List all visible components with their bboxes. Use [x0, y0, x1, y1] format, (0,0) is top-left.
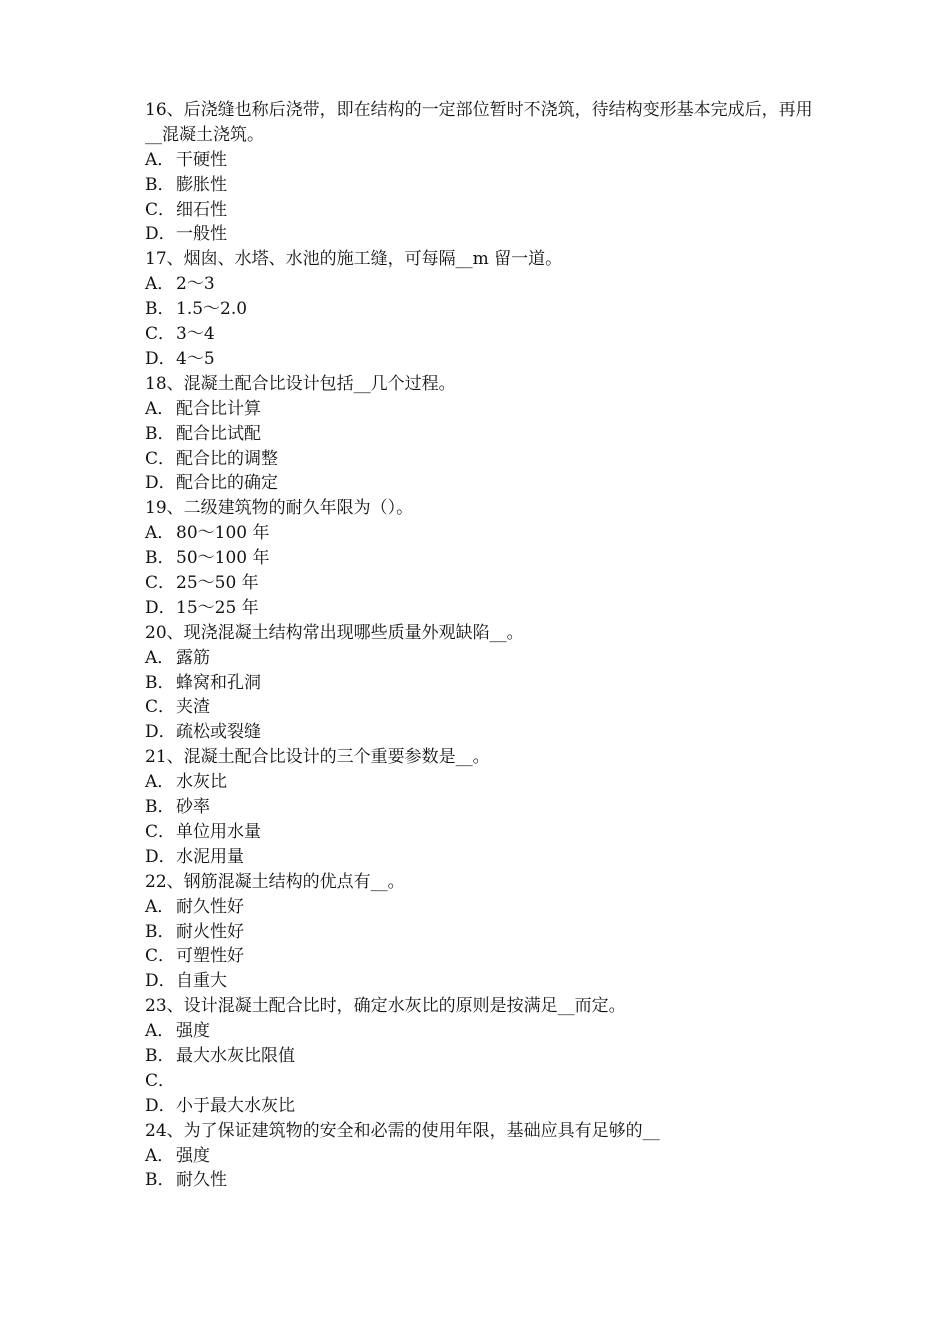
option-text: 耐久性好: [176, 896, 244, 917]
option-row: [145, 695, 825, 720]
option-row: [145, 820, 825, 845]
option-text: 砂率: [176, 797, 210, 818]
option-text: 自重大: [176, 971, 227, 992]
option-row: [145, 944, 825, 969]
option-text: 强度: [176, 1145, 210, 1166]
option-label: C．: [145, 1070, 176, 1091]
option-row: [145, 770, 825, 795]
question-list: [145, 98, 825, 1193]
option-row: [145, 895, 825, 920]
option-label: B．: [145, 299, 175, 320]
question-18: [145, 372, 825, 496]
question-stem: 23、设计混凝土配合比时，确定水灰比的原则是按满足__而定。: [145, 996, 626, 1017]
option-label: C．: [145, 946, 176, 967]
option-text: 80～100 年: [176, 523, 270, 544]
question-stem: 20、现浇混凝土结构常出现哪些质量外观缺陷__。: [145, 622, 524, 643]
question-23: [145, 994, 825, 1118]
option-label: A．: [145, 274, 175, 295]
option-row: [145, 198, 825, 223]
option-label: D．: [145, 473, 176, 494]
option-text: 配合比试配: [176, 423, 261, 444]
option-text: 50～100 年: [176, 548, 270, 569]
option-label: B．: [145, 548, 175, 569]
option-label: D．: [145, 597, 176, 618]
option-text: 25～50 年: [176, 573, 259, 593]
option-label: B．: [145, 1170, 175, 1191]
question-stem: 21、混凝土配合比设计的三个重要参数是__。: [145, 747, 490, 768]
question-stem: 24、为了保证建筑物的安全和必需的使用年限，基础应具有足够的__: [145, 1120, 660, 1141]
option-row: [145, 795, 825, 820]
option-text: 单位用水量: [176, 821, 261, 842]
option-text: 3～4: [176, 324, 215, 345]
option-label: A．: [145, 896, 175, 917]
option-label: C．: [145, 324, 176, 345]
option-row: [145, 845, 825, 870]
option-label: D．: [145, 722, 176, 743]
option-row: [145, 322, 825, 347]
option-text: 耐火性好: [176, 921, 244, 942]
option-label: B．: [145, 423, 175, 444]
option-row: [145, 671, 825, 696]
option-label: B．: [145, 1045, 175, 1066]
option-label: A．: [145, 1021, 175, 1042]
option-row: [145, 596, 825, 621]
option-label: C．: [145, 448, 176, 469]
option-text: 耐久性: [176, 1170, 227, 1191]
option-row: [145, 447, 825, 472]
option-text: 配合比的确定: [176, 473, 278, 494]
option-text: 强度: [176, 1021, 210, 1042]
option-text: 露筋: [176, 647, 210, 668]
option-row: [145, 297, 825, 322]
option-row: [145, 546, 825, 571]
option-label: D．: [145, 224, 176, 245]
option-row: [145, 347, 825, 372]
option-text: 水灰比: [176, 772, 227, 793]
option-text: 干硬性: [176, 149, 227, 170]
option-text: 水泥用量: [176, 846, 244, 867]
option-label: B．: [145, 797, 175, 818]
option-row: [145, 1168, 825, 1193]
option-label: C．: [145, 199, 176, 220]
question-stem: 17、烟囱、水塔、水池的施工缝，可每隔__m 留一道。: [145, 249, 563, 270]
option-row: [145, 571, 825, 596]
option-label: C．: [145, 821, 176, 842]
option-text: 15～25 年: [176, 597, 259, 618]
option-text: 一般性: [176, 224, 227, 245]
option-row: [145, 1094, 825, 1119]
option-label: C．: [145, 573, 176, 593]
option-row: [145, 646, 825, 671]
option-text: 疏松或裂缝: [176, 722, 261, 743]
option-text: 最大水灰比限值: [176, 1045, 295, 1066]
option-text: 蜂窝和孔洞: [176, 672, 261, 693]
option-row: [145, 1044, 825, 1069]
question-21: [145, 745, 825, 869]
option-row: [145, 422, 825, 447]
question-22: [145, 870, 825, 994]
option-row: [145, 1069, 825, 1094]
option-row: [145, 920, 825, 945]
option-row: [145, 148, 825, 173]
question-16: [145, 98, 825, 247]
option-row: [145, 521, 825, 546]
option-text: 夹渣: [176, 697, 210, 718]
option-text: 配合比的调整: [176, 448, 278, 469]
option-row: [145, 397, 825, 422]
question-stem: 19、二级建筑物的耐久年限为（）。: [145, 498, 414, 519]
question-stem: 22、钢筋混凝土结构的优点有__。: [145, 871, 405, 892]
question-stem: 18、混凝土配合比设计包括__几个过程。: [145, 373, 456, 394]
option-text: 膨胀性: [176, 174, 227, 195]
option-row: [145, 272, 825, 297]
option-text: 小于最大水灰比: [176, 1095, 295, 1116]
option-label: A．: [145, 149, 175, 170]
option-row: [145, 1144, 825, 1169]
option-row: [145, 173, 825, 198]
option-label: B．: [145, 921, 175, 942]
option-label: A．: [145, 1145, 175, 1166]
option-row: [145, 471, 825, 496]
option-label: C．: [145, 697, 176, 718]
option-label: D．: [145, 846, 176, 867]
option-label: B．: [145, 174, 175, 195]
option-label: D．: [145, 1095, 176, 1116]
option-text: 可塑性好: [176, 946, 244, 967]
option-label: A．: [145, 772, 175, 793]
option-label: A．: [145, 647, 175, 668]
question-17: [145, 247, 825, 371]
question-24: [145, 1119, 825, 1194]
option-text: 1.5～2.0: [176, 299, 248, 320]
option-label: A．: [145, 398, 175, 419]
option-row: [145, 1019, 825, 1044]
option-row: [145, 720, 825, 745]
option-row: [145, 222, 825, 247]
option-label: D．: [145, 348, 176, 369]
option-label: A．: [145, 523, 175, 544]
option-text: 2～3: [176, 274, 215, 295]
question-19: [145, 496, 825, 620]
question-stem: 16、后浇缝也称后浇带，即在结构的一定部位暂时不浇筑，待结构变形基本完成后，再用__混凝土浇筑。: [145, 100, 813, 145]
option-text: 细石性: [176, 199, 227, 220]
option-text: 配合比计算: [176, 398, 261, 419]
option-text: 4～5: [176, 348, 215, 369]
option-row: [145, 969, 825, 994]
question-20: [145, 621, 825, 745]
option-label: B．: [145, 672, 175, 693]
option-label: D．: [145, 971, 176, 992]
